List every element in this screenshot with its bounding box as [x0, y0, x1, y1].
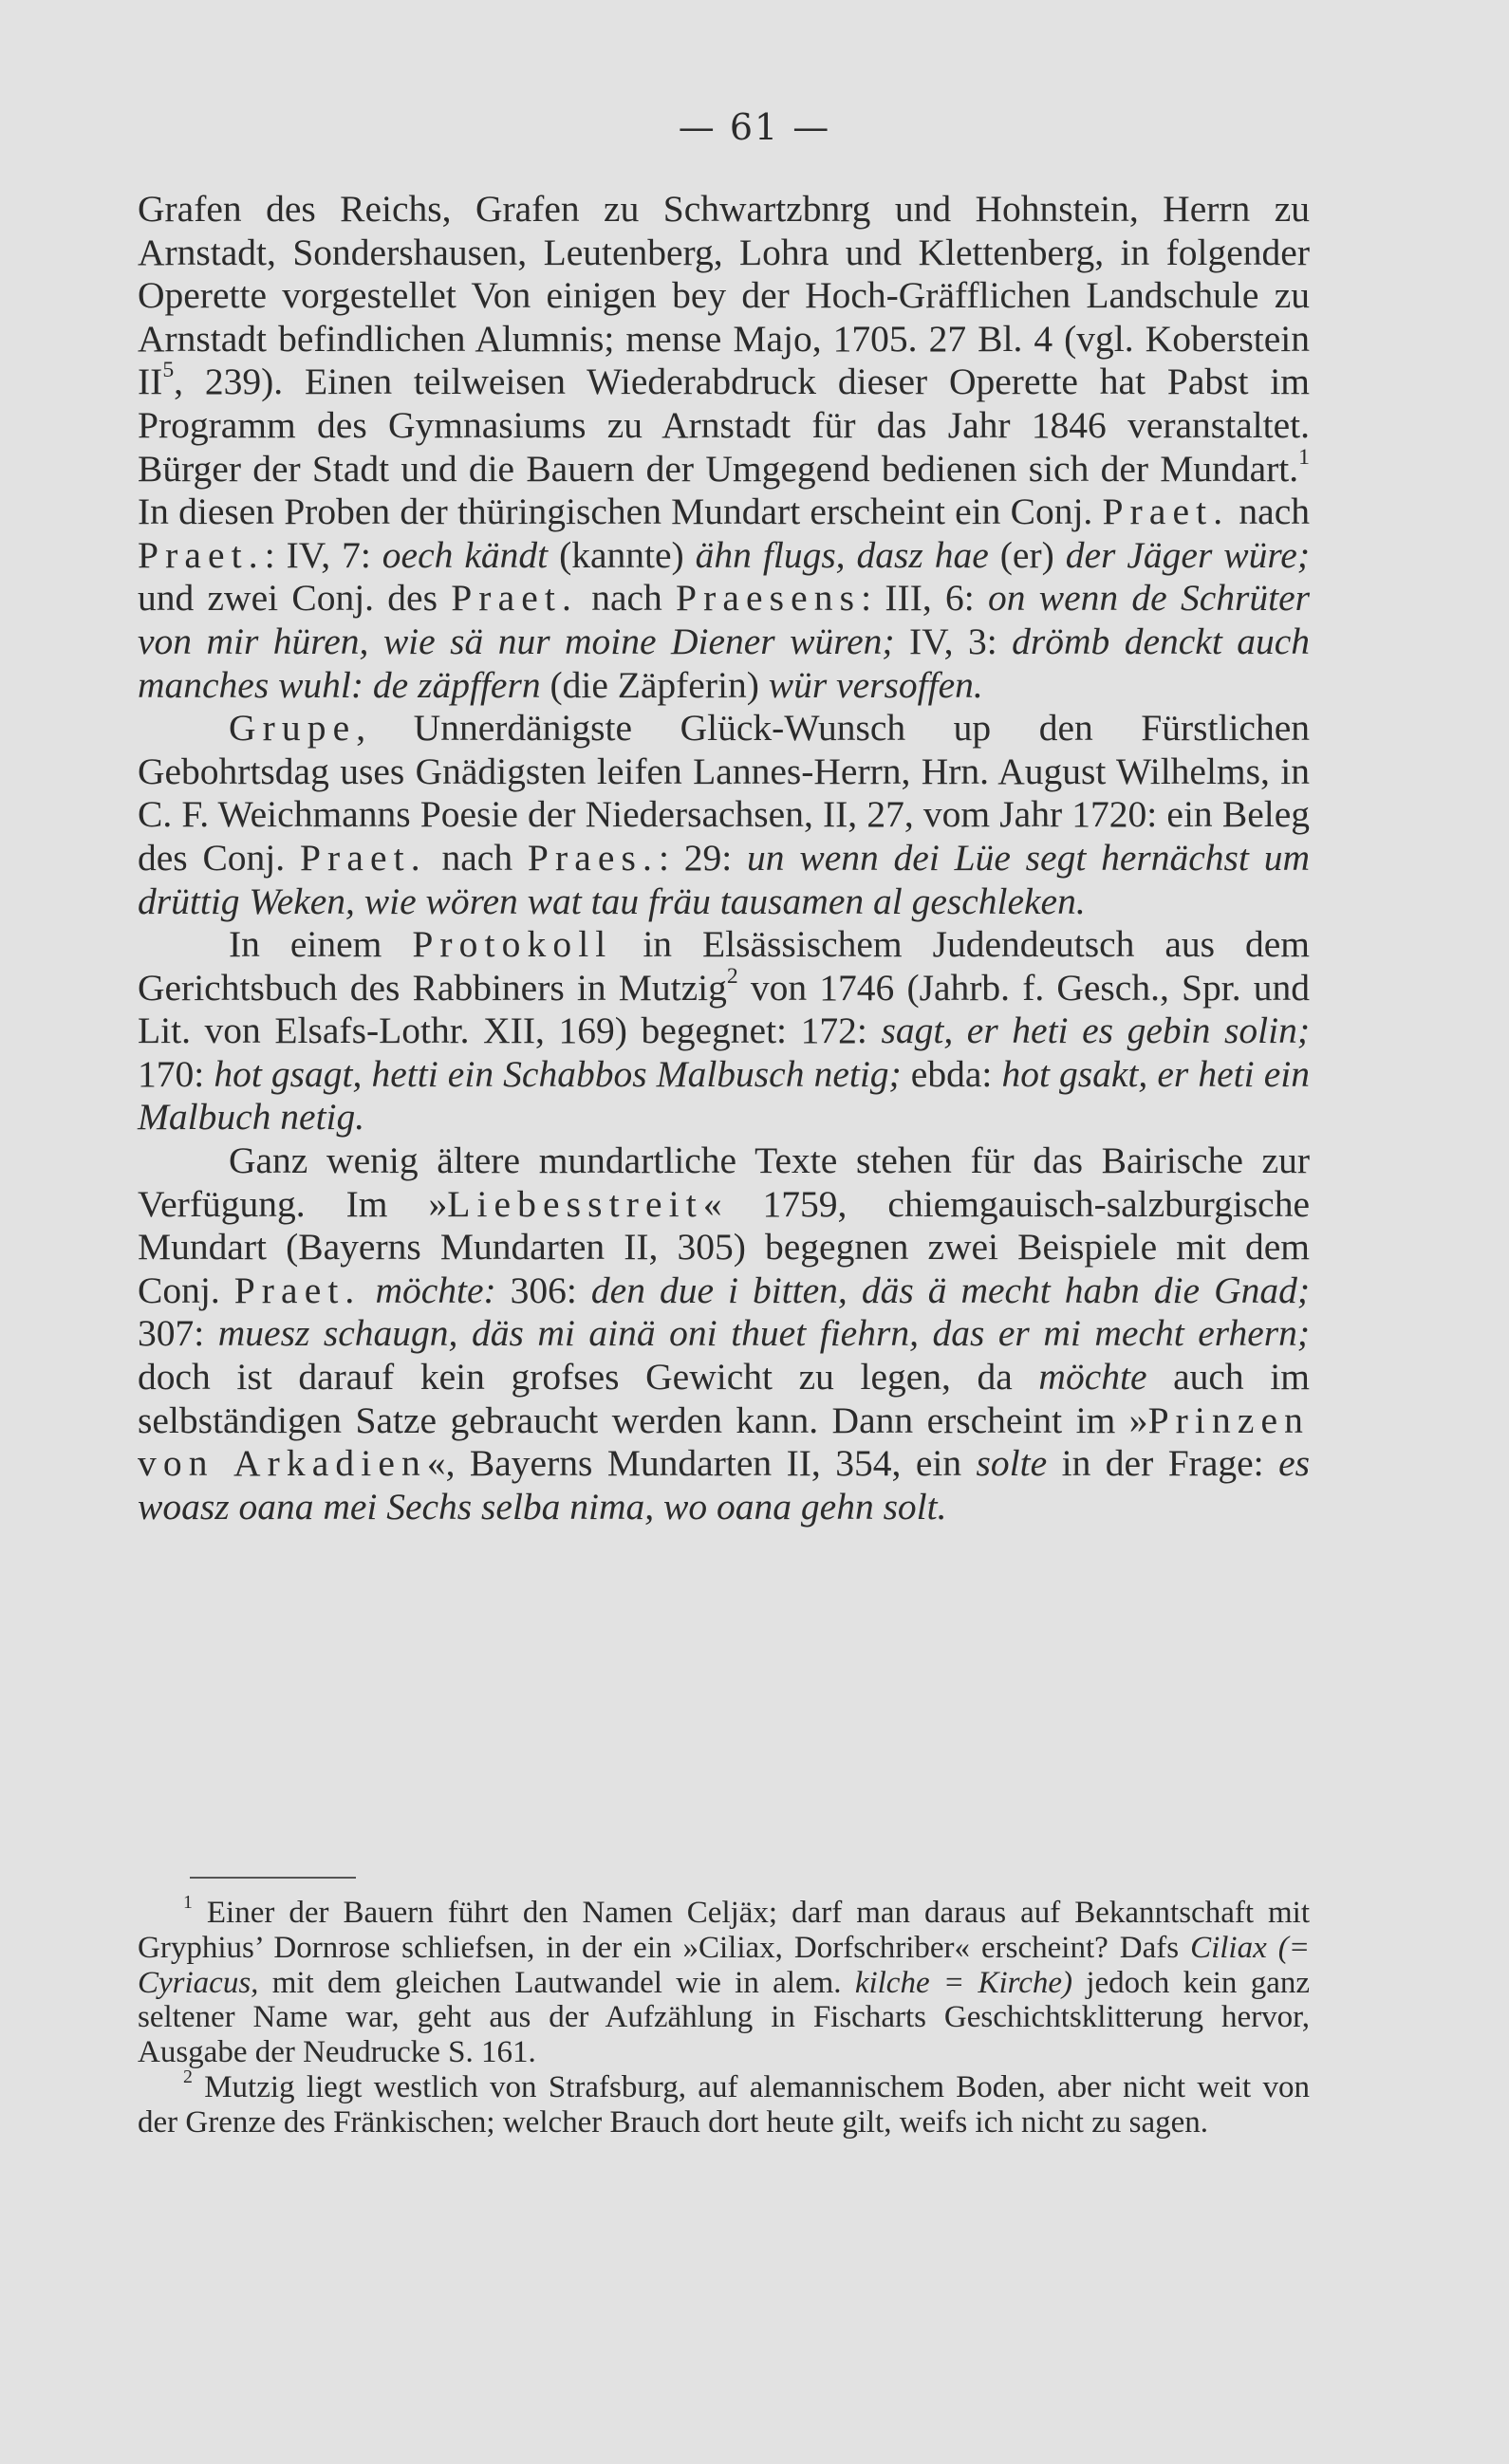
- italic-run: un wenn dei Lüe segt hernächst um drüttig Weken, wie wören wat tau fräu tausamen al geschleken.: [138, 836, 1310, 922]
- text-run: in Elsässischem Judendeutsch aus dem Gerichtsbuch des Rabbiners in Mutzig: [138, 923, 1310, 1009]
- paragraph: [138, 188, 1310, 707]
- text-run: ebda:: [901, 1052, 1002, 1095]
- text-run: [361, 1269, 375, 1311]
- spaced-run: Protokoll: [412, 923, 613, 966]
- text-run: doch ist darauf kein grofses Gewicht zu legen, da: [138, 1356, 1039, 1399]
- footnote-divider: [190, 1877, 356, 1879]
- text-run: (er): [988, 533, 1066, 576]
- italic-run: es woasz oana mei Sechs selba nima, wo oana gehn solt.: [138, 1442, 1310, 1528]
- footnotes: [138, 1892, 1310, 2140]
- page-number: — 61 —: [678, 106, 831, 148]
- italic-run: kilche = Kirche): [854, 1965, 1073, 2000]
- italic-run: Ciliax (= Cyriacus,: [138, 1930, 1310, 2000]
- italic-run: wür versoffen.: [768, 663, 983, 706]
- text-run: : 29:: [658, 836, 748, 879]
- text-run: Mutzig liegt westlich von Strafsburg, auf alemannischem Boden, aber nicht weit von der Grenze des Fränkischen; welcher Brauch dort heute gilt, weifs ich nicht zu sagen.: [138, 2069, 1310, 2140]
- text-run: von 1746 (Jahrb. f. Gesch., Spr. und Lit. von Elsafs-Lothr. XII, 169) begegnet: 172:: [138, 966, 1310, 1052]
- italic-run: drömb denckt auch manches wuhl: de zäpffern: [138, 620, 1311, 706]
- italic-run: möchte: [1038, 1356, 1147, 1399]
- italic-run: on wenn de Schrüter von mir hüren, wie sä nur moine Diener würen;: [138, 577, 1310, 662]
- footnote-marker: 5: [162, 358, 175, 383]
- text-run: : IV, 7:: [264, 533, 382, 576]
- text-run: 306:: [495, 1269, 591, 1311]
- paragraph: [138, 1139, 1310, 1528]
- spaced-run: Praet.: [1102, 491, 1230, 533]
- text-run: , Unnerdänigste Glück-Wunsch up den Fürstlichen Gebohrtsdag uses Gnädigsten leifen Lannes-Herrn, Hrn. August Wilhelms, in C. F. Weichmanns Poesie der Niedersachsen, II, 27, vom Jahr 1720: ein Beleg des Conj.: [138, 707, 1310, 879]
- text-run: auch im selbständigen Satze gebraucht werden kann. Dann erscheint im »: [138, 1356, 1310, 1441]
- spaced-run: Liebesstreit: [447, 1182, 703, 1225]
- text-run: : III, 6:: [861, 577, 988, 620]
- text-run: IV, 3:: [894, 620, 1013, 662]
- italic-run: oech kändt: [382, 533, 549, 576]
- spaced-run: Praesens: [676, 577, 862, 620]
- text-run: In diesen Proben der thüringischen Mundart erscheint ein Conj.: [138, 491, 1103, 533]
- text-run: (kannte): [548, 533, 696, 576]
- italic-run: muesz schaugn, däs mi ainä oni thuet fiehrn, das er mi mecht erhern;: [217, 1312, 1310, 1355]
- italic-run: solte: [976, 1442, 1048, 1485]
- footnote-marker: 2: [726, 963, 738, 989]
- text-run: in der Frage:: [1047, 1442, 1279, 1485]
- text-run: «, Bayerns Mundarten II, 354, ein: [426, 1442, 977, 1485]
- spaced-run: Praet.: [233, 1269, 362, 1311]
- text-run: nach: [577, 577, 677, 620]
- italic-run: hot gsakt, er heti ein Malbuch netig.: [138, 1052, 1310, 1139]
- italic-run: ähn flugs, dasz hae: [695, 533, 989, 576]
- spaced-run: Grupe: [229, 707, 357, 750]
- text-run: Einer der Bauern führt den Namen Celjäx; darf man daraus auf Bekanntschaft mit Gryphius’ Dornrose schliefsen, in der ein »Ciliax, Dorfschriber« erscheint? Dafs: [138, 1896, 1310, 1965]
- text-run: 170:: [138, 1052, 214, 1095]
- spaced-run: Praet.: [451, 577, 578, 620]
- spaced-run: Praet.: [138, 533, 265, 576]
- italic-run: sagt, er heti es gebin solin;: [881, 1010, 1310, 1052]
- spaced-run: Praes.: [527, 836, 659, 879]
- text-run: nach: [426, 836, 528, 879]
- text-run: nach: [1229, 491, 1310, 533]
- paragraph: [138, 923, 1310, 1139]
- italic-run: hot gsagt, hetti ein Schabbos Malbusch netig;: [214, 1052, 902, 1095]
- footnote-marker: 1: [183, 1892, 193, 1914]
- italic-run: den due i bitten, däs ä mecht habn die Gnad;: [590, 1269, 1310, 1311]
- italic-run: möchte:: [375, 1269, 496, 1311]
- paragraph: [138, 707, 1310, 923]
- text-run: « 1759, chiemgauisch-salzburgische Mundart (Bayerns Mundarten II, 305) begegnen zwei Beispiele mit dem Conj.: [138, 1182, 1310, 1311]
- main-text: [138, 188, 1310, 1528]
- text-run: (die Zäpferin): [540, 663, 769, 706]
- footnote-marker: 1: [1298, 444, 1310, 470]
- text-run: jedoch kein ganz seltener Name war, geht aus der Aufzählung in Fischarts Geschichtsklitterung hervor, Ausgabe der Neudrucke S. 161.: [138, 1965, 1310, 2070]
- spaced-run: Prinzen von Arkadien: [138, 1399, 1310, 1485]
- text-run: In einem: [229, 923, 413, 966]
- text-run: , 239). Einen teilweisen Wiederabdruck dieser Operette hat Pabst im Programm des Gymnasiums zu Arnstadt für das Jahr 1846 veranstaltet. Bürger der Stadt und die Bauern der Umgegend bedienen sich der Mundart.: [138, 361, 1310, 490]
- footnote: [138, 1892, 1310, 2070]
- italic-run: der Jäger würe;: [1065, 533, 1310, 576]
- text-run: Grafen des Reichs, Grafen zu Schwartzbnrg und Hohnstein, Herrn zu Arnstadt, Sondershausen, Leutenberg, Lohra und Klettenberg, in folgender Operette vorgestellet Von einigen bey der Hoch-Gräfflichen Landschule zu Arnstadt befindlichen Alumnis; mense Majo, 1705. 27 Bl. 4 (vgl. Koberstein II: [138, 188, 1310, 403]
- footnote-marker: 2: [183, 2066, 193, 2088]
- spaced-run: Praet.: [299, 836, 427, 879]
- footnote: [138, 2066, 1310, 2140]
- text-run: Ganz wenig ältere mundartliche Texte stehen für das Bairische zur Verfügung. Im »: [138, 1139, 1310, 1225]
- text-run: mit dem gleichen Lautwandel wie in alem.: [258, 1965, 855, 2000]
- text-run: 307:: [138, 1312, 218, 1355]
- text-run: und zwei Conj. des: [138, 577, 452, 620]
